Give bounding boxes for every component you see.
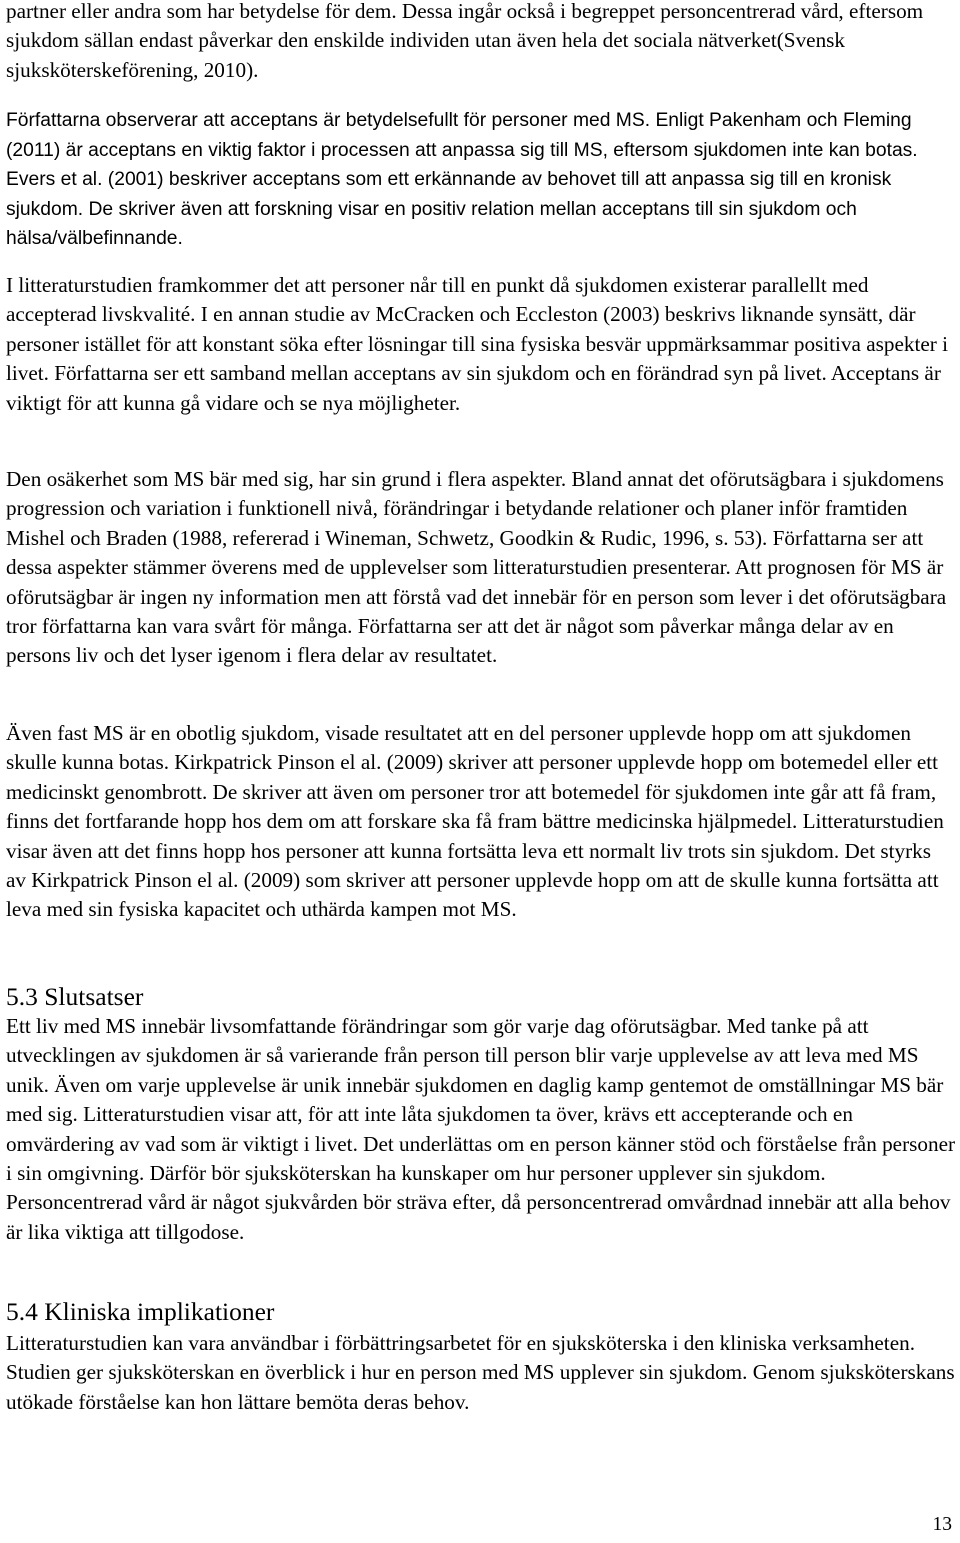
page-number: 13	[932, 1514, 952, 1535]
paragraph-slutsatser: Ett liv med MS innebär livsomfattande förändringar som gör varje dag oförutsägbar. Med tanke på att utvecklingen av sjukdomen är så varierande från person till person blir varje upplevelse av att leva med MS unik. Även om varje upplevelse är unik innebär sjukdomen en daglig kamp gentemot de omställningar MS bär med sig. Litteraturstudien visar att, för att inte låta sjukdomen ta över, krävs ett accepterande och en omvärdering av vad som är viktigt i livet. Det underlättas om en person känner stöd och förståelse från personer i sin omgivning. Därför bör sjuksköterskan ha kunskaper om hur personer upplever sin sjukdom. Personcentrerad vård är något sjukvården bör sträva efter, då personcentrerad omvårdnad innebär att alla behov är lika viktiga att tillgodose.	[6, 1014, 956, 1244]
paragraph-personcentrerad: partner eller andra som har betydelse för dem. Dessa ingår också i begreppet personcentrerad vård, eftersom sjukdom sällan endast påverkar den enskilde individen utan även hela det sociala nätverket(Svensk sjuksköterskeförening, 2010).	[6, 0, 924, 82]
paragraph-acceptans: Författarna observerar att acceptans är betydelsefullt för personer med MS. Enligt Pakenham och Fleming (2011) är acceptans en viktig faktor i processen att anpassa sig till MS, eftersom sjukdomen inte kan botas. Evers et al. (2001) beskriver acceptans som ett erkännande av behovet till att anpassa sig till en kronisk sjukdom. De skriver även att forskning visar en positiv relation mellan acceptans till sin sjukdom och hälsa/välbefinnande.	[6, 110, 918, 250]
section-heading-slutsatser: 5.3 Slutsatser	[6, 982, 144, 1011]
section-heading-kliniska-implikationer: 5.4 Kliniska implikationer	[6, 1297, 275, 1326]
paragraph-litteraturstudien: I litteraturstudien framkommer det att personer når till en punkt då sjukdomen existerar parallellt med accepterad livskvalité. I en annan studie av McCracken och Eccleston (2003) beskrivs liknande synsätt, där personer istället för att konstant söka efter lösningar till sina fysiska besvär uppmärksammar positiva aspekter i livet. Författarna ser ett samband mellan acceptans av sin sjukdom och en förändrad syn på livet. Acceptans är viktigt för att kunna gå vidare och se nya möjligheter.	[6, 273, 949, 415]
paragraph-osakerhet: Den osäkerhet som MS bär med sig, har sin grund i flera aspekter. Bland annat det oförutsägbara i sjukdomens progression och variation i funktionell nivå, förändringar i betydande relationer och planer inför framtiden Mishel och Braden (1988, refererad i Wineman, Schwetz, Goodkin & Rudic, 1996, s. 53). Författarna ser att dessa aspekter stämmer överens med de upplevelser som litteraturstudien presenterar. Att prognosen för MS är oförutsägbar är ingen ny information men att förstå vad det innebär för en person som lever i det oförutsägbara tror författarna kan vara svårt för många. Författarna ser att det är något som påverkar många delar av en persons liv och det lyser igenom i flera delar av resultatet.	[6, 467, 947, 668]
paragraph-hopp: Även fast MS är en obotlig sjukdom, visade resultatet att en del personer upplevde hopp om att sjukdomen skulle kunna botas. Kirkpatrick Pinson el al. (2009) skriver att personer upplevde hopp om botemedel eller ett medicinskt genombrott. De skriver att även om personer tror att botemedel för sjukdomen inte går att få fram, finns det fortfarande hopp hos dem om att forskare ska få fram bättre medicinska hjälpmedel. Litteraturstudien visar även att det finns hopp hos personer att kunna fortsätta leva ett normalt liv trots sin sjukdom. Det styrks av Kirkpatrick Pinson el al. (2009) som skriver att personer upplevde hopp om att de skulle kunna fortsätta att leva med sin fysiska kapacitet och uthärda kampen mot MS.	[6, 721, 944, 922]
document-page	[6, 0, 956, 1543]
paragraph-kliniska-implikationer: Litteraturstudien kan vara användbar i förbättringsarbetet för en sjuksköterska i den kliniska verksamheten. Studien ger sjuksköterskan en överblick i hur en person med MS upplever sin sjukdom. Genom sjuksköterskans utökade förståelse kan hon lättare bemöta deras behov.	[6, 1331, 955, 1414]
